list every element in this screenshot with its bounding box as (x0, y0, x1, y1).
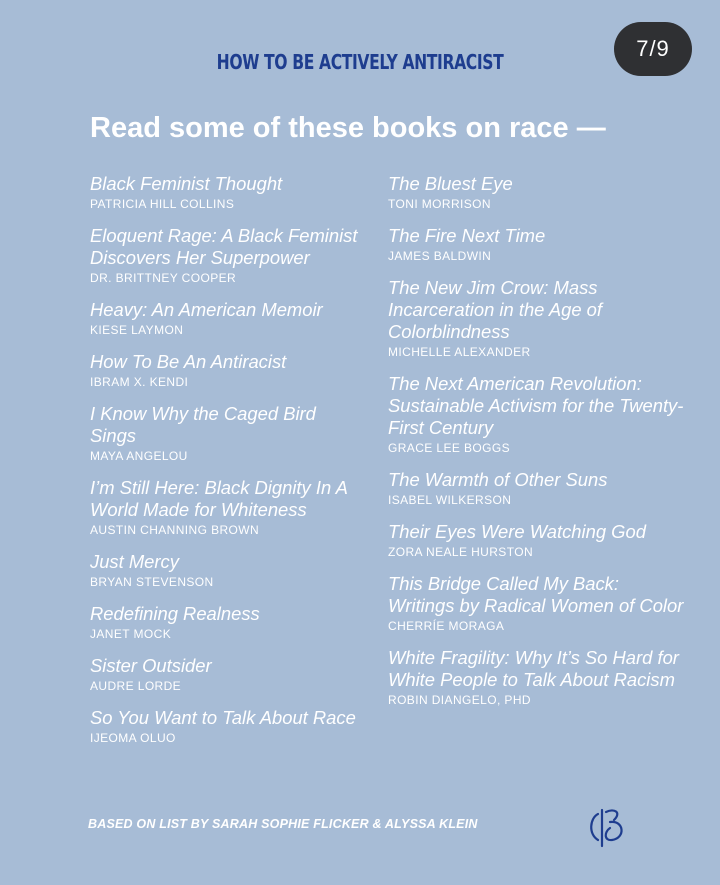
book-title: The New Jim Crow: Mass Incarceration in the Age of Colorblindness (388, 277, 603, 342)
book-item (90, 655, 365, 694)
book-title: The Fire Next Time (388, 225, 546, 246)
book-item (90, 477, 365, 538)
book-title: How To Be An Antiracist (90, 351, 287, 372)
book-title: Just Mercy (90, 551, 179, 572)
book-item (90, 551, 365, 590)
book-list-left (90, 173, 365, 759)
book-author: PATRICIA HILL COLLINS (90, 197, 235, 211)
book-author: IBRAM X. KENDI (90, 375, 189, 389)
book-item (90, 225, 365, 286)
book-title: Redefining Realness (90, 603, 260, 624)
book-item (388, 573, 688, 634)
book-item (90, 403, 365, 464)
footer-credit: BASED ON LIST BY SARAH SOPHIE FLICKER & ALYSSA KLEIN (88, 817, 478, 831)
book-item (90, 173, 365, 212)
book-item (90, 603, 365, 642)
book-title: Eloquent Rage: A Black Feminist Discovers Her Superpower (90, 225, 358, 268)
book-title: Black Feminist Thought (90, 173, 283, 194)
book-list-right (388, 173, 688, 721)
book-author: IJEOMA OLUO (90, 731, 176, 745)
book-item (388, 225, 688, 264)
book-item (90, 707, 365, 746)
book-title: The Next American Revolution: Sustainable Activism for the Twenty-First Century (388, 373, 684, 438)
book-item (388, 469, 688, 508)
book-title: The Bluest Eye (388, 173, 513, 194)
book-author: AUDRE LORDE (90, 679, 182, 693)
book-item (90, 351, 365, 390)
book-author: KIESE LAYMON (90, 323, 184, 337)
book-author: JANET MOCK (90, 627, 172, 641)
book-author: MAYA ANGELOU (90, 449, 188, 463)
book-title: White Fragility: Why It’s So Hard for White People to Talk About Racism (388, 647, 679, 690)
book-item (388, 373, 688, 456)
book-author: TONI MORRISON (388, 197, 491, 211)
book-author: JAMES BALDWIN (388, 249, 492, 263)
book-author: AUSTIN CHANNING BROWN (90, 523, 260, 537)
book-title: I Know Why the Caged Bird Sings (90, 403, 316, 446)
book-title: Heavy: An American Memoir (90, 299, 323, 320)
book-title: Their Eyes Were Watching God (388, 521, 646, 542)
book-title: Sister Outsider (90, 655, 212, 676)
book-author: BRYAN STEVENSON (90, 575, 214, 589)
book-author: DR. BRITTNEY COOPER (90, 271, 237, 285)
book-author: CHERRÍE MORAGA (388, 619, 505, 633)
book-item (388, 173, 688, 212)
kicker-title: HOW TO BE ACTIVELY ANTIRACIST (216, 50, 504, 74)
book-item (388, 521, 688, 560)
book-title: I’m Still Here: Black Dignity In A World Made for Whiteness (90, 477, 348, 520)
book-author: ISABEL WILKERSON (388, 493, 512, 507)
book-title: This Bridge Called My Back: Writings by Radical Women of Color (388, 573, 684, 616)
book-title: The Warmth of Other Suns (388, 469, 608, 490)
book-author: ROBIN DIANGELO, PHD (388, 693, 531, 707)
book-item (90, 299, 365, 338)
book-title: So You Want to Talk About Race (90, 707, 356, 728)
book-item (388, 277, 688, 360)
book-author: ZORA NEALE HURSTON (388, 545, 534, 559)
page-title: Read some of these books on race — (90, 112, 606, 144)
page-counter-badge: 7/9 (614, 22, 692, 76)
book-author: MICHELLE ALEXANDER (388, 345, 531, 359)
monogram-logo-icon (584, 802, 630, 848)
book-item (388, 647, 688, 708)
book-author: GRACE LEE BOGGS (388, 441, 511, 455)
